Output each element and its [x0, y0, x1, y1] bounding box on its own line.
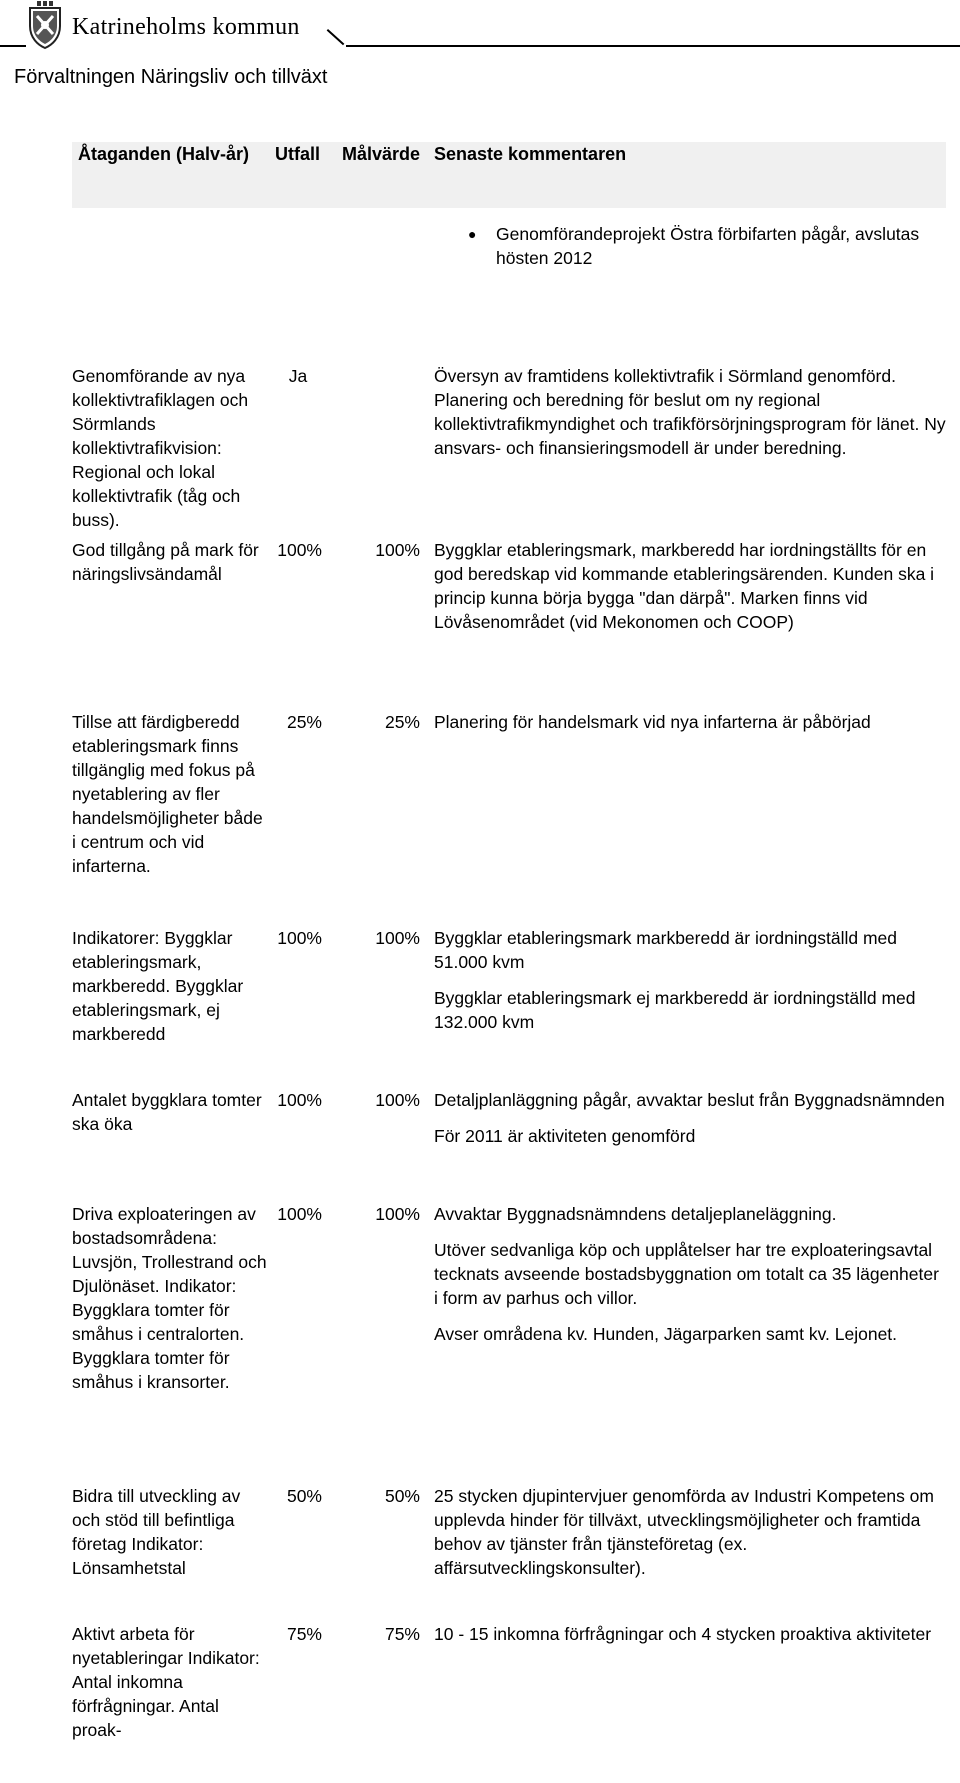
intro-bullet-text: Genomförandeprojekt Östra förbifarten pågår, avslutas hösten 2012: [496, 224, 920, 268]
target-cell: 100%: [375, 928, 420, 948]
header-rule-left: [0, 45, 26, 47]
target-cell: 100%: [375, 1204, 420, 1224]
table-row: [72, 710, 946, 926]
department-title: Förvaltningen Näringsliv och tillväxt: [14, 66, 328, 88]
comment-text: Översyn av framtidens kollektivtrafik i Sörmland genomförd. Planering och beredning för beslut om ny regional kollektivtrafikmyndighet och trafikförsörjningsprogram för länet. Ny ansvars- och finansieringsmodell är under beredning.: [434, 366, 946, 458]
document-header: [0, 0, 960, 88]
outcome-cell: 50%: [286, 1486, 322, 1506]
comment-text: Avser områdena kv. Hunden, Jägarparken samt kv. Lejonet.: [434, 1324, 898, 1344]
commitment-cell: God tillgång på mark för näringslivsändamål: [72, 540, 259, 584]
table-row: [72, 1202, 946, 1484]
commitment-cell: Bidra till utveckling av och stöd till befintliga företag Indikator: Lönsamhetstal: [72, 1486, 241, 1578]
comment-text: Planering för handelsmark vid nya infarterna är påbörjad: [434, 712, 871, 732]
commitment-cell: Antalet byggklara tomter ska öka: [72, 1090, 262, 1134]
commitment-cell: Aktivt arbeta för nyetableringar Indikator: Antal inkomna förfrågningar. Antal proak-: [72, 1624, 260, 1740]
header-outcome: Utfall: [268, 142, 322, 208]
comment-text: För 2011 är aktiviteten genomförd: [434, 1126, 696, 1146]
comment-text: Byggklar etableringsmark, markberedd har iordningställts för en god beredskap vid kommande etableringsärenden. Kunden ska i princip kunna börja bygga "dan därpå". Marken finns vid Lövåsenområdet (vid Mekonomen och COOP): [434, 540, 935, 632]
commitment-cell: Driva exploateringen av bostadsområdena: Luvsjön, Trollestrand och Djulönäset. Indikator: Byggklara tomter för småhus i centralorten. Byggklara tomter för småhus i kransorter.: [72, 1204, 267, 1392]
header-rule-right: [346, 45, 960, 47]
outcome-cell: 100%: [277, 1090, 322, 1110]
municipality-logo-text: Katrineholms kommun: [72, 14, 300, 40]
outcome-cell: 100%: [277, 928, 322, 948]
header-target: Målvärde: [322, 142, 420, 208]
table-row: [72, 1484, 946, 1622]
target-cell: 100%: [375, 1090, 420, 1110]
header-comment: Senaste kommentaren: [420, 142, 946, 208]
intro-row: [72, 208, 946, 364]
commitment-cell: Tillse att färdigberedd etableringsmark finns tillgänglig med fokus på nyetablering av fler handelsmöjligheter både i centrum och vid infarterna.: [72, 712, 263, 876]
outcome-cell: 100%: [277, 540, 322, 560]
outcome-cell: 75%: [286, 1624, 322, 1644]
header-commitments: Åtaganden (Halv-år): [72, 142, 268, 208]
municipal-crest-icon: [27, 0, 63, 50]
table-row: [72, 1622, 946, 1742]
comment-text: Byggklar etableringsmark ej markberedd är iordningställd med 132.000 kvm: [434, 988, 916, 1032]
target-cell: 25%: [384, 712, 420, 732]
table-row: [72, 364, 946, 538]
comment-text: Detaljplanläggning pågår, avvaktar beslut från Byggnadsnämnden: [434, 1090, 945, 1110]
bullet-icon: ●: [468, 226, 477, 242]
commitment-cell: Genomförande av nya kollektivtrafiklagen och Sörmlands kollektivtrafikvision: Regional och lokal kollektivtrafik (tåg och buss).: [72, 366, 249, 530]
outcome-cell: Ja: [288, 366, 308, 386]
table-row: [72, 926, 946, 1088]
comment-text: Byggklar etableringsmark markberedd är iordningställd med 51.000 kvm: [434, 928, 897, 972]
comment-text: Utöver sedvanliga köp och upplåtelser har tre exploateringsavtal tecknats avseende bostadsbyggnation om totalt ca 35 lägenheter i form av parhus och villor.: [434, 1240, 939, 1308]
table-header-row: [72, 142, 946, 208]
list-item: [434, 222, 946, 270]
target-cell: [322, 364, 420, 538]
comment-text: 25 stycken djupintervjuer genomförda av Industri Kompetens om upplevda hinder för tillväxt, utvecklingsmöjligheter och framtida behov av tjänster från tjänsteföretag (ex. affärsutvecklingskonsulter).: [434, 1486, 934, 1578]
target-cell: 100%: [375, 540, 420, 560]
header-rule-diagonal: [327, 29, 344, 45]
comment-text: 10 - 15 inkomna förfrågningar och 4 stycken proaktiva aktiviteter: [434, 1624, 932, 1644]
table-row: [72, 538, 946, 710]
target-cell: 50%: [384, 1486, 420, 1506]
target-cell: 75%: [384, 1624, 420, 1644]
commitment-cell: Indikatorer: Byggklar etableringsmark, markberedd. Byggklar etableringsmark, ej markberedd: [72, 928, 244, 1044]
commitments-table: [72, 142, 946, 1742]
table-row: [72, 1088, 946, 1202]
outcome-cell: 25%: [286, 712, 322, 732]
comment-text: Avvaktar Byggnadsnämndens detaljeplaneläggning.: [434, 1204, 837, 1224]
outcome-cell: 100%: [277, 1204, 322, 1224]
